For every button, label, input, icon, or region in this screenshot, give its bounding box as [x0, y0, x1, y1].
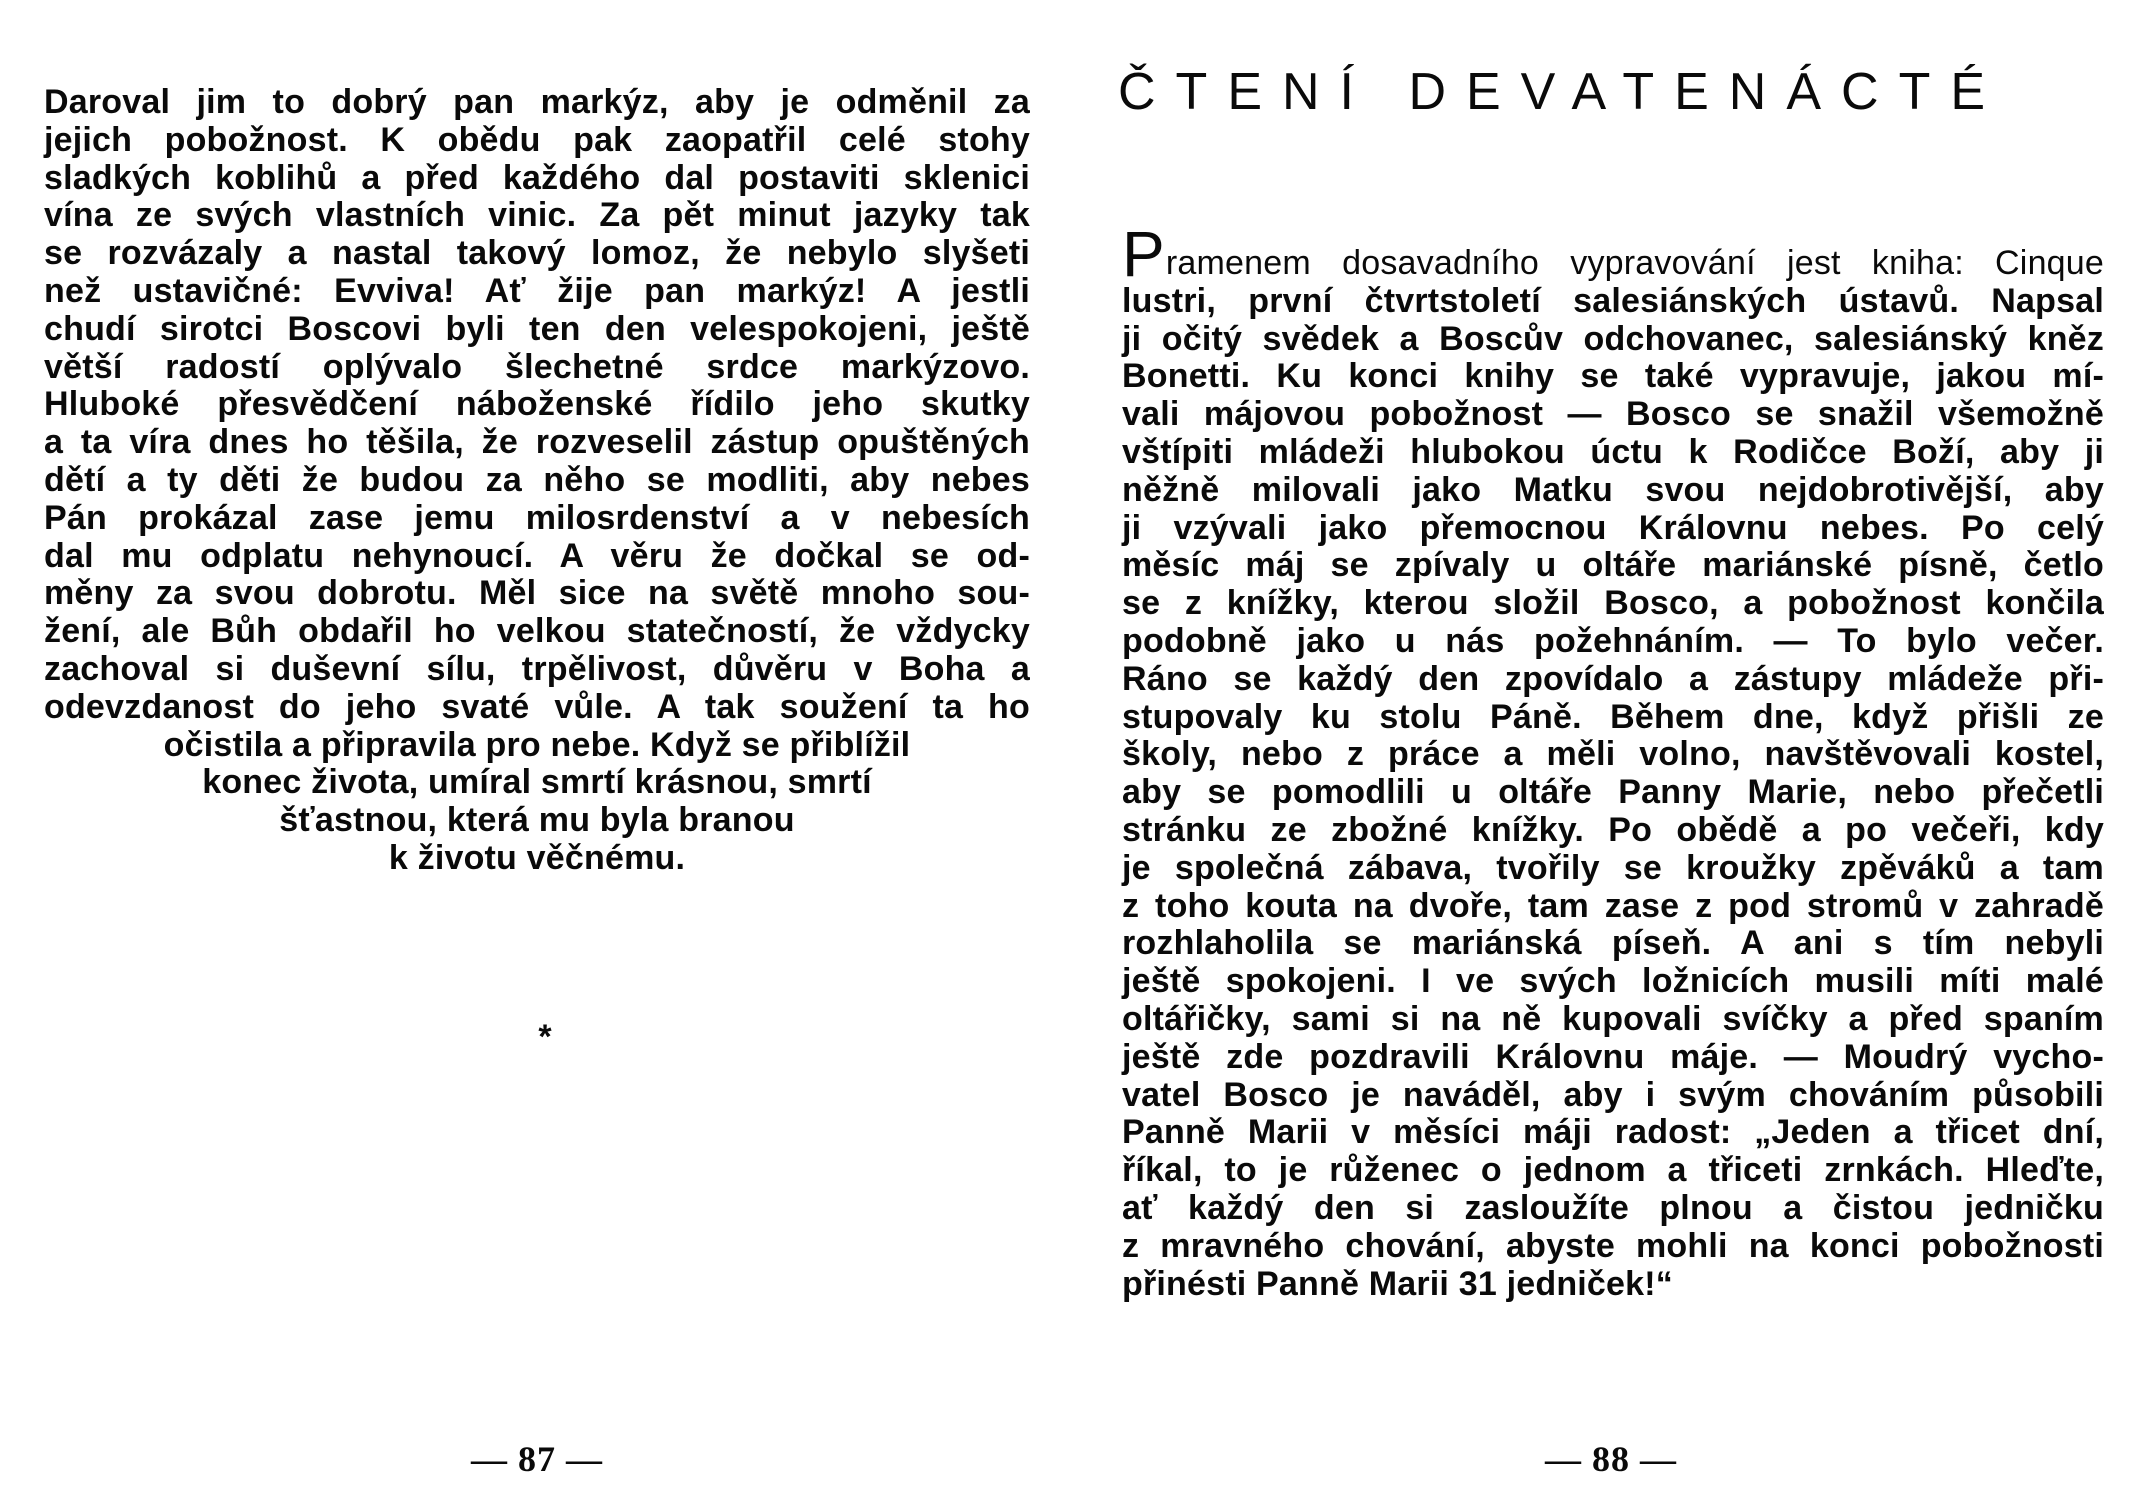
text-line: oltářičky, sami si na ně kupovali svíčky a před spaním	[1122, 999, 2104, 1038]
text-line: ji vzývali jako přemocnou Královnu nebes. Po celý	[1122, 508, 2104, 547]
text-line: větší radostí oplývalo šlechetné srdce markýzovo.	[44, 347, 1030, 386]
text-line: se rozvázaly a nastal takový lomoz, že nebylo slyšeti	[44, 234, 1030, 273]
text-line: zachoval si duševní sílu, trpělivost, důvěru v Boha a	[44, 649, 1030, 688]
text-line: odevzdanost do jeho svaté vůle. A tak soužení ta ho	[44, 687, 1030, 726]
text-line: z toho kouta na dvoře, tam zase z pod stromů v zahradě	[1122, 886, 2104, 925]
text-line: ať každý den si zasloužíte plnou a čistou jedničku	[1122, 1188, 2104, 1227]
drop-cap: P	[1122, 218, 1165, 290]
text-line: vštípiti mládeži hlubokou úctu k Rodičce Boží, aby ji	[1122, 432, 2104, 471]
text-line: rozhlaholila se mariánská píseň. A ani s tím nebyli	[1122, 924, 2104, 963]
text-line: Daroval jim to dobrý pan markýz, aby je odměnil za	[44, 83, 1030, 121]
text-line: konec života, umíral smrtí krásnou, smrtí	[202, 763, 872, 802]
text-line: dal mu odplatu nehynoucí. A věru že dočkal se od-	[44, 536, 1030, 575]
text-line: měny za svou dobrotu. Měl sice na světě mnoho sou-	[44, 574, 1030, 613]
text-line: sladkých koblihů a před každého dal postaviti sklenici	[44, 158, 1030, 197]
text-line: ještě spokojeni. I ve svých ložnicích musili míti malé	[1122, 962, 2104, 1001]
text-line: říkal, to je růženec o jednom a třiceti zrnkách. Hleďte,	[1122, 1151, 2104, 1190]
text-line: něžně milovali jako Matku svou nejdobrotivější, aby	[1122, 470, 2104, 509]
text-line: přinésti Panně Marii 31 jedniček!“	[1122, 1264, 1673, 1303]
left-page	[44, 0, 1030, 1500]
text-line: jejich pobožnost. K obědu pak zaopatřil celé stohy	[44, 120, 1030, 159]
text-line: stránku ze zbožné knížky. Po obědě a po večeři, kdy	[1122, 810, 2104, 849]
text-line: Pán prokázal zase jemu milosrdenství a v nebesích	[44, 498, 1030, 537]
page-number: — 88 —	[1545, 1439, 1677, 1479]
text-line: šťastnou, která mu byla branou	[279, 801, 795, 840]
section-separator: *	[538, 1018, 552, 1056]
text-line: ještě zde pozdravili Královnu máje. — Moudrý vycho-	[1122, 1037, 2104, 1076]
text-line: než ustavičné: Evviva! Ať žije pan markýz! A jestli	[44, 271, 1030, 310]
text-line: aby se pomodlili u oltáře Panny Marie, nebo přečetli	[1122, 773, 2104, 812]
text-line: Bonetti. Ku konci knihy se také vypravuje, jakou mí-	[1122, 357, 2104, 396]
text-line: dětí a ty děti že budou za něho se modliti, aby nebes	[44, 460, 1030, 499]
text-line: očistila a připravila pro nebe. Když se přiblížil	[163, 725, 911, 764]
left-page-body	[44, 84, 1030, 878]
text-line: měsíc máj se zpívaly u oltáře mariánské písně, četlo	[1122, 546, 2104, 585]
text-line: žení, ale Bůh obdařil ho velkou statečností, že vždycky	[44, 612, 1030, 651]
text-line: stupovaly ku stolu Páně. Během dne, když přišli ze	[1122, 697, 2104, 736]
text-line: podobně jako u nás požehnáním. — To bylo večer.	[1122, 621, 2104, 660]
text-line: se z knížky, kterou složil Bosco, a pobožnost končila	[1122, 584, 2104, 623]
first-line-text: ramenem dosavadního vypravování jest kniha: Cinque	[1165, 244, 2104, 282]
text-line: Panně Marii v měsíci máji radost: „Jeden a třicet dní,	[1122, 1113, 2104, 1152]
right-page-body	[1122, 218, 2104, 1303]
text-line: a ta víra dnes ho těšila, že rozveselil zástup opuštěných	[44, 423, 1030, 462]
text-line: je společná zábava, tvořily se kroužky zpěváků a tam	[1122, 848, 2104, 887]
text-line: k životu věčnému.	[388, 838, 686, 877]
text-line: školy, nebo z práce a měli volno, navštěvovali kostel,	[1122, 735, 2104, 774]
chapter-title: ČTENÍ DEVATENÁCTÉ	[1118, 63, 2006, 121]
text-line	[1122, 218, 2104, 290]
text-line: vatel Bosco je naváděl, aby i svým chováním působili	[1122, 1075, 2104, 1114]
text-line: lustri, první čtvrtstoletí salesiánských ústavů. Napsal	[1122, 281, 2104, 320]
text-line: chudí sirotci Boscovi byli ten den velespokojeni, ještě	[44, 309, 1030, 348]
text-line: z mravného chování, abyste mohli na konci pobožnosti	[1122, 1226, 2104, 1265]
text-line: vína ze svých vlastních vinic. Za pět minut jazyky tak	[44, 196, 1030, 235]
text-line: ji očitý svědek a Boscův odchovanec, salesiánský kněz	[1122, 319, 2104, 358]
text-line: Hluboké přesvědčení náboženské řídilo jeho skutky	[44, 385, 1030, 424]
page-number: — 87 —	[471, 1439, 603, 1479]
right-page	[1118, 0, 2104, 1500]
text-line: vali májovou pobožnost — Bosco se snažil všemožně	[1122, 395, 2104, 434]
text-line: Ráno se každý den zpovídalo a zástupy mládeže při-	[1122, 659, 2104, 698]
